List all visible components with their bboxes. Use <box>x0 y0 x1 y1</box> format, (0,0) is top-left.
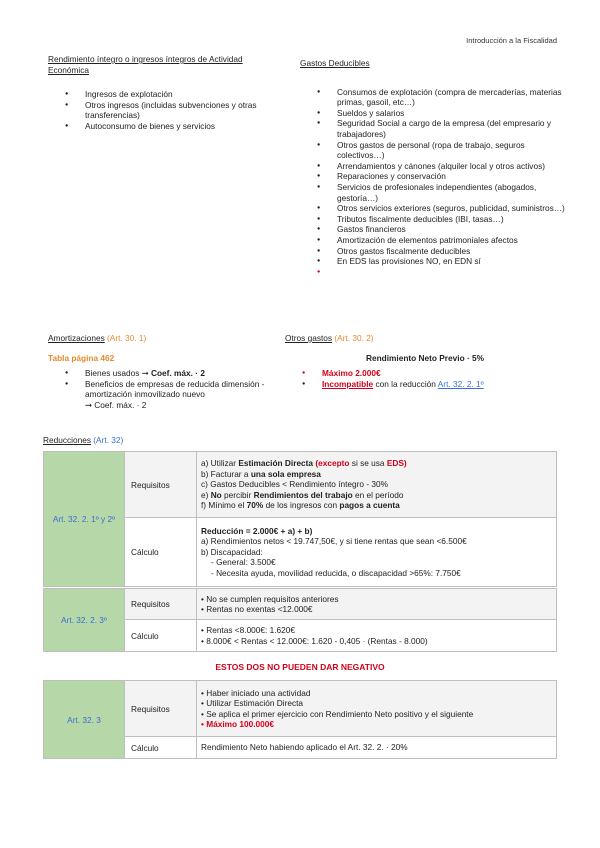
reducciones-ref: (Art. 32) <box>93 435 124 445</box>
row-label: Cálculo <box>125 620 197 652</box>
amortizaciones-list <box>48 368 278 400</box>
otros-gastos-title: Otros gastos <box>285 333 333 343</box>
list-item: ● Otros gastos fiscalmente deducibles <box>300 246 565 257</box>
list-item: ● Arrendamientos y cánones (alquiler local y otros activos) <box>300 161 565 172</box>
gastos-section <box>300 58 565 267</box>
gastos-list <box>300 87 565 267</box>
list-item: ● Otros gastos de personal (ropa de trabajo, seguros colectivos…) <box>300 140 565 161</box>
list-item: ● Ingresos de explotación <box>48 89 276 100</box>
list-item: ● Máximo 2.000€ <box>285 368 565 379</box>
row-label: Requisitos <box>125 589 197 620</box>
reducciones-title: Reducciones <box>43 435 91 445</box>
list-item: ● Bienes usados ➞ Coef. máx. · 2 <box>48 368 278 379</box>
row-label: Requisitos <box>125 452 197 518</box>
list-item: ● Beneficios de empresas de reducida dimensión - amortización inmovilizado nuevo <box>48 379 278 400</box>
calculo-content: Reducción = 2.000€ + a) + b) a) Rendimientos netos < 19.747,50€, y si tiene rentas que sean <6.500€ b) Discapacidad: - General: 3.500€ - Necesita ayuda, movilidad reducida, o discapacidad >65%: 7.750€ <box>197 518 557 587</box>
list-item: ● Incompatible con la reducción Art. 32. 2. 1º <box>285 379 565 390</box>
reducciones-table-1 <box>43 451 557 587</box>
rendimiento-title: Rendimiento íntegro o ingresos íntegros de Actividad Económica <box>48 54 243 75</box>
list-item: ● Seguridad Social a cargo de la empresa (del empresario y trabajadores) <box>300 118 565 139</box>
warning-note: ESTOS DOS NO PUEDEN DAR NEGATIVO <box>215 662 385 672</box>
amortizaciones-item2-end: ➞ Coef. máx. · 2 <box>85 399 147 410</box>
page-header: Introducción a la Fiscalidad <box>466 36 557 45</box>
amortizaciones-title: Amortizaciones <box>48 333 105 343</box>
reducciones-table-2 <box>43 588 557 652</box>
reducciones-table-3 <box>43 680 557 759</box>
list-item: ● Amortización de elementos patrimoniales afectos <box>300 235 565 246</box>
rendimiento-section <box>48 54 276 132</box>
requisitos-content: • Haber iniciado una actividad • Utilizar Estimación Directa • Se aplica el primer ejercicio con Rendimiento Neto positivo y el siguiente • Máximo 100.000€ <box>197 681 557 737</box>
rendimiento-neto-previo: Rendimiento Neto Previo · 5% <box>365 352 485 363</box>
list-item: ● Sueldos y salarios <box>300 108 565 119</box>
list-item: ● Reparaciones y conservación <box>300 171 565 182</box>
otros-gastos-section <box>285 333 565 389</box>
gastos-title: Gastos Deducibles <box>300 58 370 68</box>
list-item: ● Otros servicios exteriores (seguros, publicidad, suministros…) <box>300 203 565 214</box>
list-item: ● Otros ingresos (incluidas subvenciones y otras transferencias) <box>48 100 276 121</box>
calculo-content: • Rentas <8.000€: 1.620€ • 8.000€ < Rentas < 12.000€: 1.620 - 0,405 · (Rentas - 8.000) <box>197 620 557 652</box>
art-label: Art. 32. 2. 3º <box>44 589 125 652</box>
row-label: Cálculo <box>125 737 197 759</box>
reducciones-heading <box>43 435 123 446</box>
requisitos-content: • No se cumplen requisitos anteriores • Rentas no exentas <12.000€ <box>197 589 557 620</box>
table-row <box>44 452 557 518</box>
table-row <box>44 681 557 737</box>
otros-gastos-ref: (Art. 30. 2) <box>334 333 374 343</box>
list-item: ● Servicios de profesionales independientes (abogados, gestoría…) <box>300 182 565 203</box>
list-item: ● Autoconsumo de bienes y servicios <box>48 121 276 132</box>
amortizaciones-ref: (Art. 30. 1) <box>107 333 147 343</box>
row-label: Cálculo <box>125 518 197 587</box>
table-row <box>44 589 557 620</box>
amortizaciones-section <box>48 333 278 411</box>
list-item: ● En EDS las provisiones NO, en EDN sí <box>300 256 565 267</box>
list-item: ● Gastos financieros <box>300 224 565 235</box>
rendimiento-list <box>48 89 276 131</box>
row-label: Requisitos <box>125 681 197 737</box>
art-label: Art. 32. 3 <box>44 681 125 759</box>
calculo-content: Rendimiento Neto habiendo aplicado el Art. 32. 2. · 20% <box>197 737 557 759</box>
list-item: ● Consumos de explotación (compra de mercaderías, materias primas, gasoil, etc…) <box>300 87 565 108</box>
otros-gastos-list <box>285 368 565 389</box>
requisitos-content: a) Utilizar Estimación Directa (excepto si se usa EDS) b) Facturar a una sola empresa c) Gastos Deducibles < Rendimiento íntegro - 30% e) No percibir Rendimientos del trabajo en el período f) Mínimo el 70% de los ingresos con pagos a cuenta <box>197 452 557 518</box>
tabla-note: Tabla página 462 <box>48 352 115 363</box>
list-item: ● Tributos fiscalmente deducibles (IBI, tasas…) <box>300 214 565 225</box>
art-label: Art. 32. 2. 1º y 2º <box>44 452 125 587</box>
